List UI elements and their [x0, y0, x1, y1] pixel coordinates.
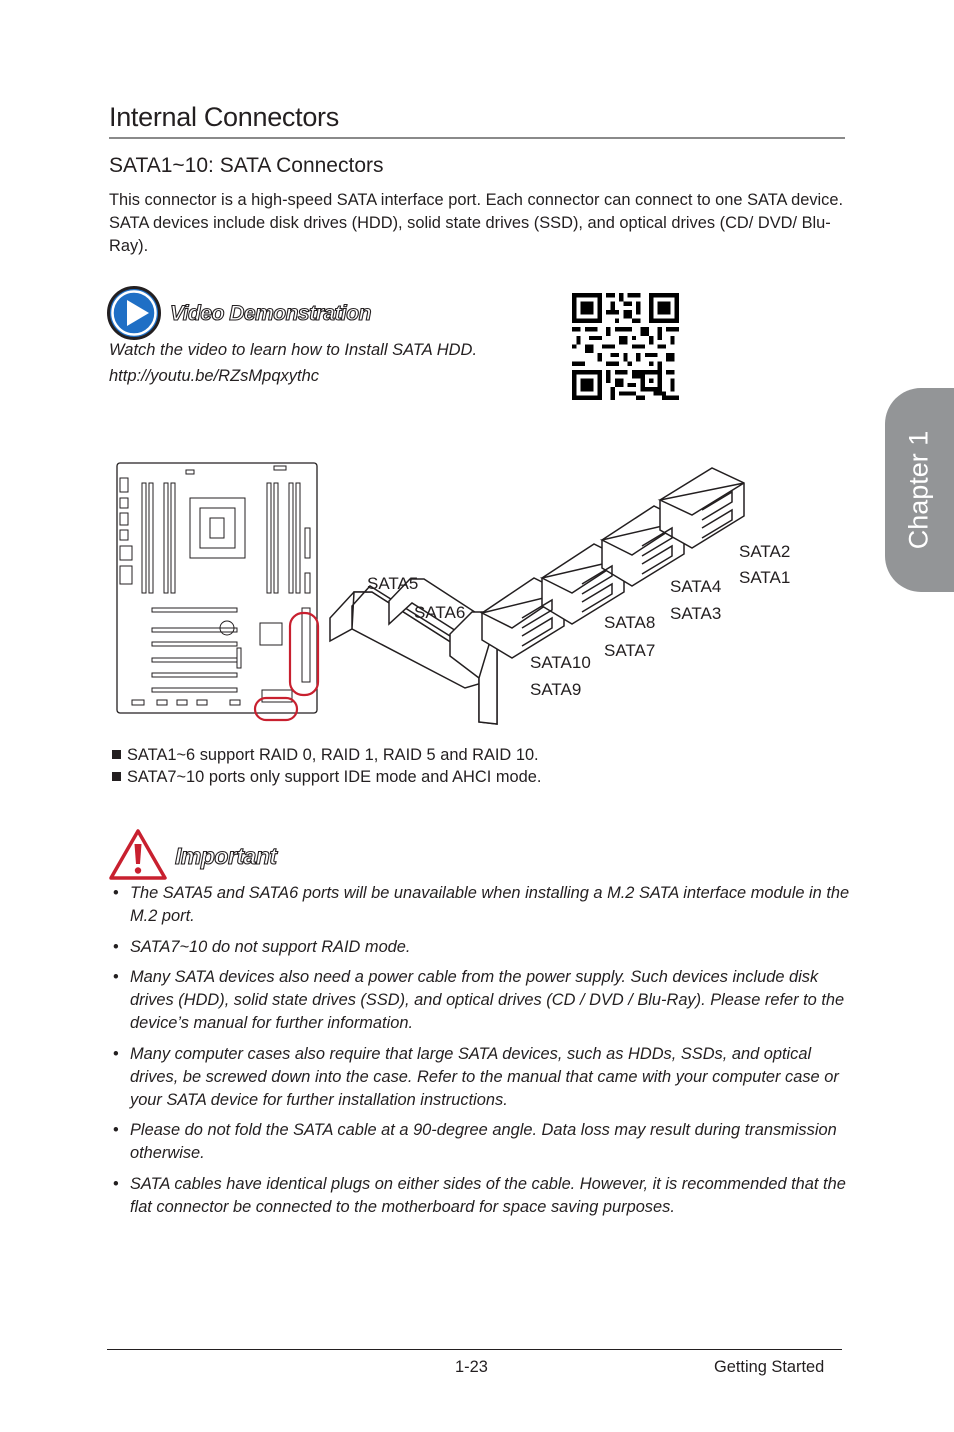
qr-code-icon [572, 293, 679, 400]
label-sata3: SATA3 [670, 604, 722, 623]
important-list [110, 882, 850, 1226]
video-description: Watch the video to learn how to Install SATA HDD. [109, 341, 478, 359]
square-bullet-icon [112, 772, 121, 781]
label-sata7: SATA7 [604, 641, 656, 660]
section-divider [109, 137, 845, 139]
play-icon[interactable] [106, 285, 162, 341]
note-item: SATA1~6 support RAID 0, RAID 1, RAID 5 and RAID 10. [110, 744, 541, 766]
footer-divider [107, 1349, 842, 1350]
motherboard-outline [117, 463, 317, 713]
page-number: 1-23 [455, 1358, 488, 1376]
important-item: • Many SATA devices also need a power cable from the power supply. Such devices include disk drives (HDD), solid state drives (SSD), and optical drives (CD / DVD / Blu-Ray). Please refer to the device’s manual for further information. [113, 968, 845, 1032]
label-sata4: SATA4 [670, 577, 722, 596]
important-item: • Many computer cases also require that large SATA devices, such as HDDs, SSDs, and optical drives, be screwed down into the case. Refer to the manual that came with your computer case or your SATA device for further installation instructions. [113, 1044, 839, 1109]
video-url-link[interactable]: http://youtu.be/RZsMpqxythc [109, 367, 320, 385]
section-title: Internal Connectors [109, 102, 339, 132]
video-demonstration-title: Video Demonstration [170, 302, 371, 325]
label-sata6: SATA6 [414, 603, 466, 622]
important-item: • The SATA5 and SATA6 ports will be unavailable when installing a M.2 SATA interface module in the M.2 port. [113, 884, 850, 925]
subsection-title: SATA1~10: SATA Connectors [109, 154, 384, 177]
square-bullet-icon [112, 750, 121, 759]
sata-location-highlight [255, 613, 318, 720]
chapter-tab[interactable] [885, 388, 954, 592]
warning-icon [108, 828, 168, 882]
label-sata10: SATA10 [530, 653, 591, 672]
label-sata5: SATA5 [367, 574, 419, 593]
important-item: • SATA cables have identical plugs on either sides of the cable. However, it is recommended that the flat connector be connected to the motherboard for space saving purposes. [113, 1174, 846, 1216]
intro-paragraph: This connector is a high-speed SATA interface port. Each connector can connect to one SATA device. SATA devices include disk drives (HDD), solid state drives (SSD), and optical drives (CD/ DVD/ Blu-Ray). [109, 191, 844, 255]
footer-section-name: Getting Started [714, 1358, 825, 1376]
chapter-label: Chapter 1 [903, 430, 934, 550]
note-item: SATA7~10 ports only support IDE mode and AHCI mode. [110, 766, 541, 788]
notes-list [110, 744, 541, 788]
label-sata9: SATA9 [530, 680, 582, 699]
important-title: Important [175, 843, 277, 869]
label-sata8: SATA8 [604, 613, 656, 632]
label-sata2: SATA2 [739, 542, 791, 561]
important-item: • Please do not fold the SATA cable at a 90-degree angle. Data loss may result during transmission otherwise. [113, 1121, 837, 1162]
important-item: • SATA7~10 do not support RAID mode. [113, 937, 411, 956]
label-sata1: SATA1 [739, 568, 791, 587]
sata-connector-diagram [112, 458, 832, 730]
sata-right-angle-connectors [330, 579, 497, 724]
